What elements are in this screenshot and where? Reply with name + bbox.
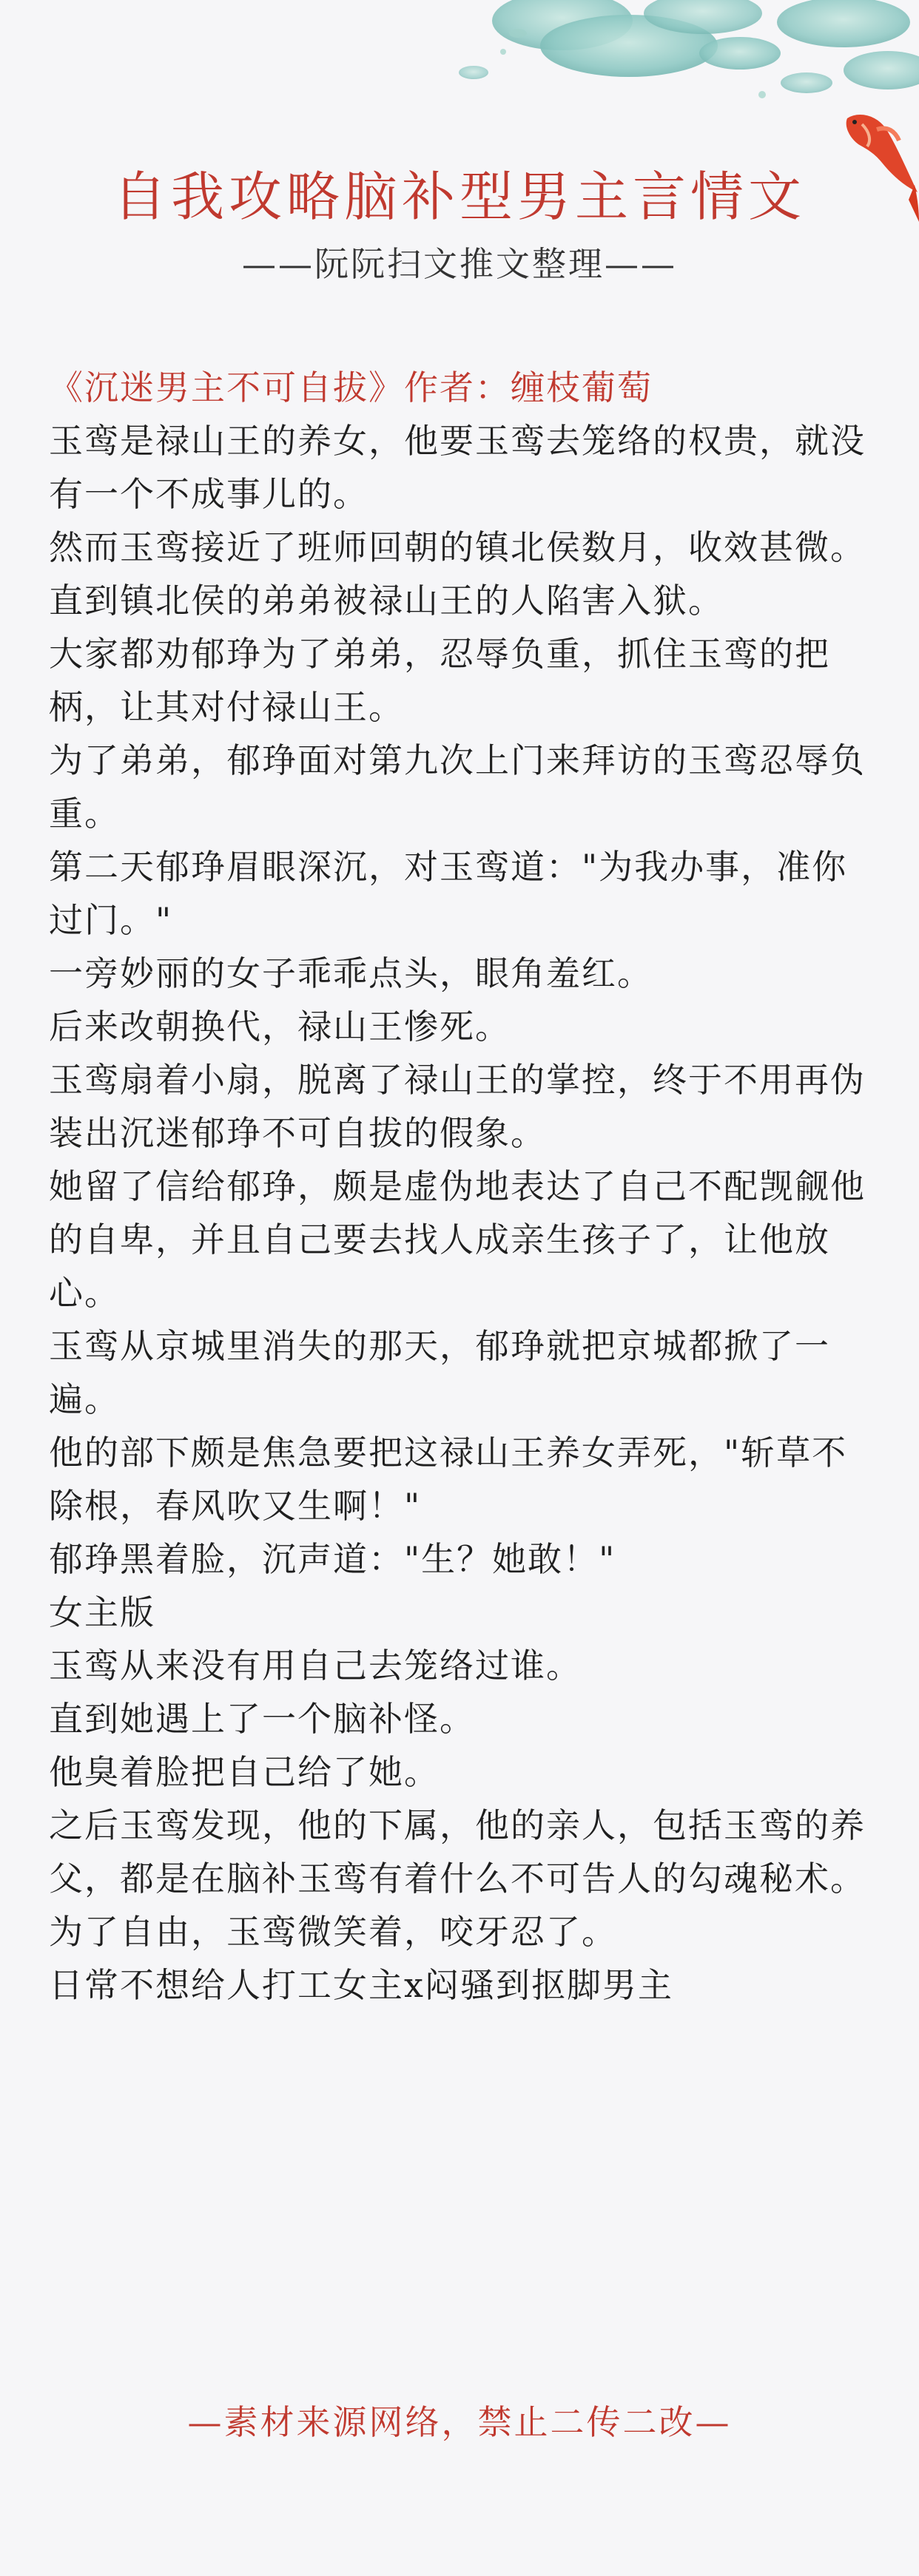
paragraph: 之后玉鸾发现，他的下属，他的亲人，包括玉鸾的养父，都是在脑补玉鸾有着什么不可告人的勾魂秘术。	[49, 1805, 866, 1899]
paragraph: 玉鸾扇着小扇，脱离了禄山王的掌控，终于不用再伪装出沉迷郁琤不可自拔的假象。	[49, 1060, 866, 1153]
paragraph: 后来改朝换代，禄山王惨死。	[49, 1007, 511, 1047]
paragraph: 为了自由，玉鸾微笑着，咬牙忍了。	[49, 1912, 617, 1952]
paragraph: 大家都劝郁琤为了弟弟，忍辱负重，抓住玉鸾的把柄，让其对付禄山王。	[49, 634, 830, 727]
paragraph: 玉鸾从京城里消失的那天，郁琤就把京城都掀了一遍。	[49, 1326, 830, 1419]
paragraph: 然而玉鸾接近了班师回朝的镇北侯数月，收效甚微。	[49, 527, 866, 567]
paragraph: 玉鸾从来没有用自己去笼络过谁。	[49, 1646, 582, 1686]
paragraph: 郁琤黑着脸，沉声道："生？她敢！"	[49, 1539, 616, 1579]
paragraph: 一旁妙丽的女子乖乖点头，眼角羞红。	[49, 953, 653, 993]
paragraph: 玉鸾是禄山王的养女，他要玉鸾去笼络的权贵，就没有一个不成事儿的。	[49, 421, 866, 514]
paragraph: 他的部下颇是焦急要把这禄山王养女弄死，"斩草不除根，春风吹又生啊！"	[49, 1433, 848, 1526]
tagline: 日常不想给人打工女主x闷骚到抠脚男主	[49, 1965, 673, 2005]
source-notice: —素材来源网络，禁止二传二改—	[187, 2402, 732, 2442]
book-title-line: 《沉迷男主不可自拔》作者：缠枝葡萄	[49, 368, 653, 408]
paragraph: 直到镇北侯的弟弟被禄山王的人陷害入狱。	[49, 581, 724, 621]
article-body	[49, 361, 878, 2012]
paragraph: 直到她遇上了一个脑补怪。	[49, 1699, 475, 1739]
page-title: 自我攻略脑补型男主言情文	[112, 166, 806, 228]
section-heading: 女主版	[49, 1592, 155, 1632]
paragraph: 他臭着脸把自己给了她。	[49, 1752, 440, 1792]
paragraph: 为了弟弟，郁琤面对第九次上门来拜访的玉鸾忍辱负重。	[49, 740, 866, 834]
paragraph: 第二天郁琤眉眼深沉，对玉鸾道："为我办事，准你过门。"	[49, 847, 848, 940]
paragraph: 她留了信给郁琤，颇是虚伪地表达了自己不配觊觎他的自卑，并且自己要去找人成亲生孩子了，让他放心。	[49, 1166, 866, 1313]
page-subtitle: ——阮阮扫文推文整理——	[242, 244, 677, 284]
